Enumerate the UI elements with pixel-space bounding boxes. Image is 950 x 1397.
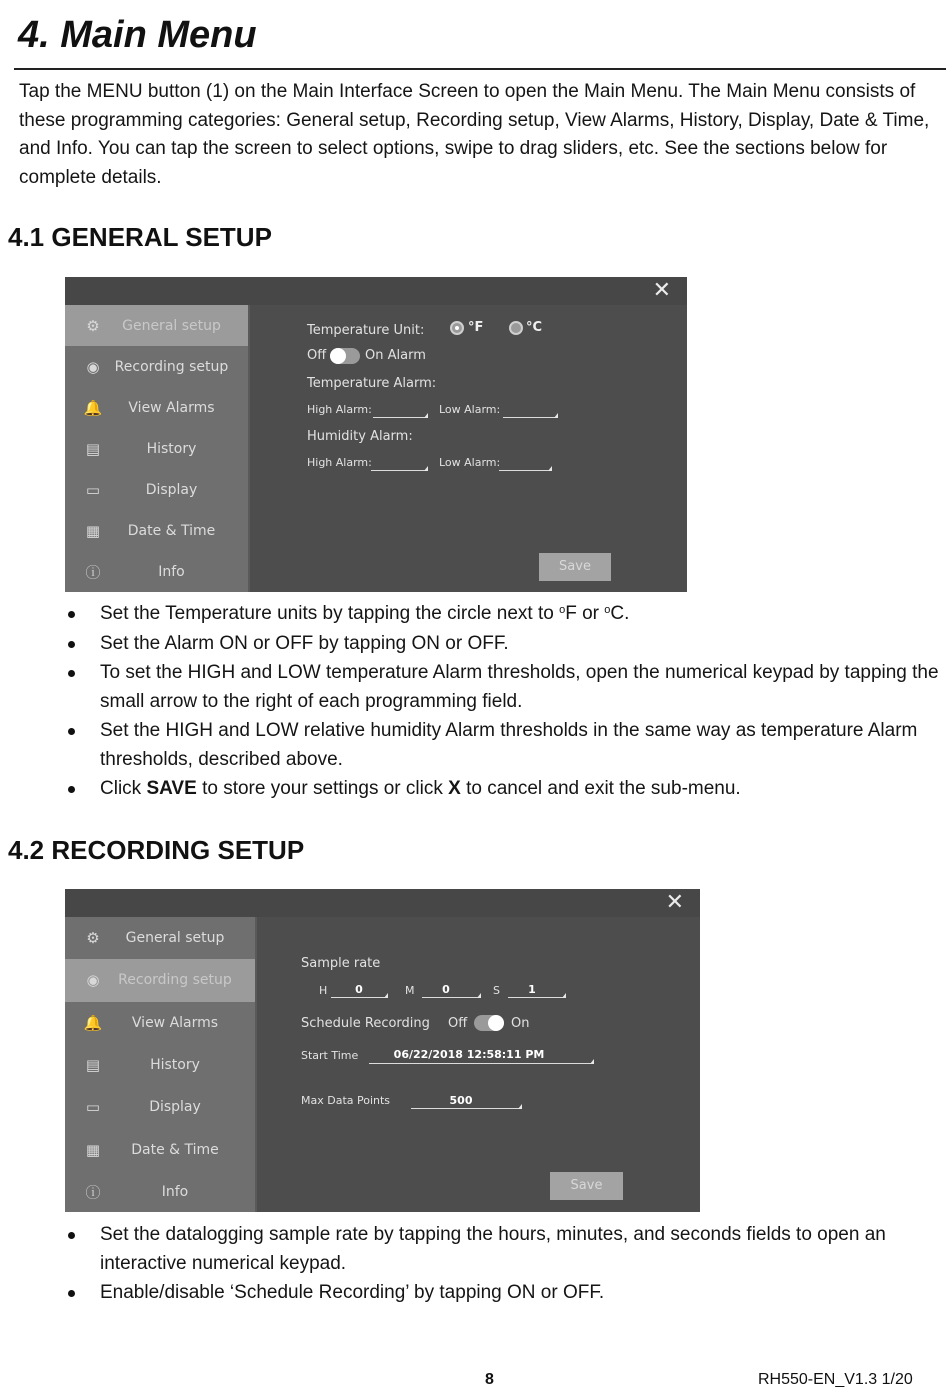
sidebar-item-view-alarms[interactable] (65, 1002, 255, 1044)
sidebar-item-label: History (146, 440, 197, 457)
seconds-field[interactable] (508, 997, 565, 998)
max-data-points-label: Max Data Points (301, 1094, 391, 1107)
seconds-label: S (493, 984, 500, 997)
list-item: Set the Alarm ON or OFF by tapping ON or OFF. (60, 630, 940, 659)
unit-f-radio[interactable] (450, 321, 464, 335)
section-heading-general-setup: 4.1 GENERAL SETUP (8, 222, 272, 252)
bell-icon: 🔔 (83, 398, 103, 417)
seconds-value: 1 (528, 983, 536, 996)
close-icon[interactable]: ✕ (665, 890, 684, 915)
sidebar-item-label: Date & Time (131, 1141, 219, 1158)
temperature-alarm-label: Temperature Alarm: (307, 376, 437, 391)
section-heading-recording-setup: 4.2 RECORDING SETUP (8, 835, 305, 865)
humidity-alarm-label: Humidity Alarm: (307, 429, 413, 444)
record-icon: ◉ (86, 357, 100, 376)
screenshot-topbar (65, 277, 687, 305)
toggle-knob (330, 348, 346, 364)
list-item: Set the datalogging sample rate by tapping the hours, minutes, and seconds fields to open an interactive numerical keypad. (60, 1221, 940, 1278)
sidebar-item-label: Info (161, 1183, 189, 1200)
list-item: Set the Temperature units by tapping the circle next to $^o$F or $^o$C. (60, 600, 940, 629)
start-time-field[interactable] (369, 1063, 593, 1064)
document-id: RH550-EN_V1.3 1/20 (758, 1371, 913, 1388)
minutes-field[interactable] (422, 997, 480, 998)
sidebar-item-label: View Alarms (128, 399, 215, 416)
list-item: Click SAVE to store your settings or click X to cancel and exit the sub-menu. (60, 775, 940, 804)
general-setup-bullets (60, 600, 940, 805)
recording-setup-bullets (60, 1221, 940, 1309)
general-setup-screenshot (65, 277, 687, 592)
sidebar-item-info[interactable] (65, 551, 248, 592)
calendar-icon: ▦ (85, 521, 101, 540)
temp-high-alarm-field[interactable] (373, 417, 427, 418)
history-icon: ▤ (85, 439, 101, 458)
sidebar-item-label: Date & Time (127, 522, 216, 539)
schedule-on-label: On (511, 1016, 530, 1031)
gear-icon: ⚙ (86, 316, 100, 335)
start-time-value: 06/22/2018 12:58:11 PM (393, 1048, 545, 1061)
page-title: 4. Main Menu (18, 14, 257, 56)
sidebar-item-label: General setup (125, 930, 225, 947)
settings-sidebar (65, 305, 250, 592)
screenshot-topbar (65, 889, 700, 917)
max-data-points-value: 500 (449, 1094, 473, 1107)
sidebar-item-label: Recording setup (118, 972, 232, 989)
list-item: To set the HIGH and LOW temperature Alarm thresholds, open the numerical keypad by tapping the small arrow to the right of each programming field. (60, 659, 940, 716)
sample-rate-label: Sample rate (301, 956, 381, 971)
sidebar-item-date-time[interactable] (65, 510, 248, 551)
unit-f-label: °F (468, 320, 484, 335)
title-divider (14, 68, 946, 70)
sidebar-item-label: History (150, 1057, 200, 1074)
humidity-low-alarm-field[interactable] (499, 470, 551, 471)
temp-low-alarm-label: Low Alarm: (439, 403, 501, 416)
sidebar-item-recording-setup[interactable] (65, 346, 248, 387)
page-number: 8 (485, 1371, 494, 1388)
sidebar-item-label: Info (158, 563, 185, 580)
toggle-knob (488, 1015, 504, 1031)
record-icon: ◉ (86, 971, 100, 990)
sidebar-item-date-time[interactable] (65, 1128, 255, 1170)
sidebar-item-general-setup[interactable] (65, 917, 255, 959)
alarm-toggle[interactable] (330, 348, 360, 364)
sidebar-item-display[interactable] (65, 1086, 255, 1128)
hours-field[interactable] (331, 997, 387, 998)
calendar-icon: ▦ (85, 1140, 101, 1159)
humidity-low-alarm-label: Low Alarm: (439, 456, 501, 469)
minutes-label: M (405, 984, 415, 997)
close-icon[interactable]: ✕ (652, 278, 671, 303)
humidity-high-alarm-field[interactable] (371, 470, 427, 471)
hours-value: 0 (355, 983, 363, 996)
schedule-off-label: Off (448, 1016, 468, 1031)
sidebar-item-label: General setup (122, 317, 221, 334)
info-icon: ⓘ (85, 1183, 101, 1202)
list-item: Set the HIGH and LOW relative humidity Alarm thresholds in the same way as temperature Alarm thresholds, described above. (60, 717, 940, 774)
schedule-recording-toggle[interactable] (474, 1015, 504, 1031)
gear-icon: ⚙ (86, 929, 100, 948)
sidebar-item-history[interactable] (65, 428, 248, 469)
history-icon: ▤ (85, 1056, 101, 1075)
save-button[interactable]: Save (539, 553, 611, 581)
alarm-on-label: On Alarm (365, 348, 426, 363)
sidebar-item-display[interactable] (65, 469, 248, 510)
monitor-icon: ▭ (85, 480, 101, 499)
unit-c-radio[interactable] (509, 321, 523, 335)
sidebar-item-general-setup[interactable] (65, 305, 248, 346)
info-icon: ⓘ (85, 563, 101, 581)
recording-setup-screenshot (65, 889, 700, 1212)
sidebar-item-recording-setup[interactable] (65, 959, 255, 1001)
sidebar-item-label: View Alarms (131, 1014, 219, 1031)
hours-label: H (319, 984, 328, 997)
temp-high-alarm-label: High Alarm: (307, 403, 372, 416)
humidity-high-alarm-label: High Alarm: (307, 456, 372, 469)
minutes-value: 0 (442, 983, 450, 996)
sidebar-item-label: Recording setup (114, 358, 229, 375)
list-item: Enable/disable ‘Schedule Recording’ by tapping ON or OFF. (60, 1279, 940, 1308)
temp-low-alarm-field[interactable] (503, 417, 557, 418)
sidebar-item-label: Display (149, 1099, 201, 1116)
schedule-recording-label: Schedule Recording (301, 1016, 430, 1031)
sidebar-item-view-alarms[interactable] (65, 387, 248, 428)
settings-sidebar (65, 917, 257, 1212)
save-button[interactable]: Save (550, 1172, 623, 1200)
intro-paragraph: Tap the MENU button (1) on the Main Interface Screen to open the Main Menu. The Main Menu consists of these programming categories: General setup, Recording setup, View Alarms, History, Display, Date & Time, and Info. You can tap the screen to select options, swipe to drag sliders, etc. See the sections below for complete details. (19, 81, 930, 188)
sidebar-item-label: Display (145, 481, 198, 498)
monitor-icon: ▭ (85, 1098, 101, 1117)
temperature-unit-label: Temperature Unit: (307, 323, 425, 338)
alarm-off-label: Off (307, 348, 327, 363)
sidebar-item-info[interactable] (65, 1171, 255, 1212)
bell-icon: 🔔 (83, 1013, 103, 1032)
sidebar-item-history[interactable] (65, 1044, 255, 1086)
unit-c-label: °C (526, 320, 543, 335)
max-data-points-field[interactable] (411, 1108, 521, 1109)
start-time-label: Start Time (301, 1049, 359, 1062)
